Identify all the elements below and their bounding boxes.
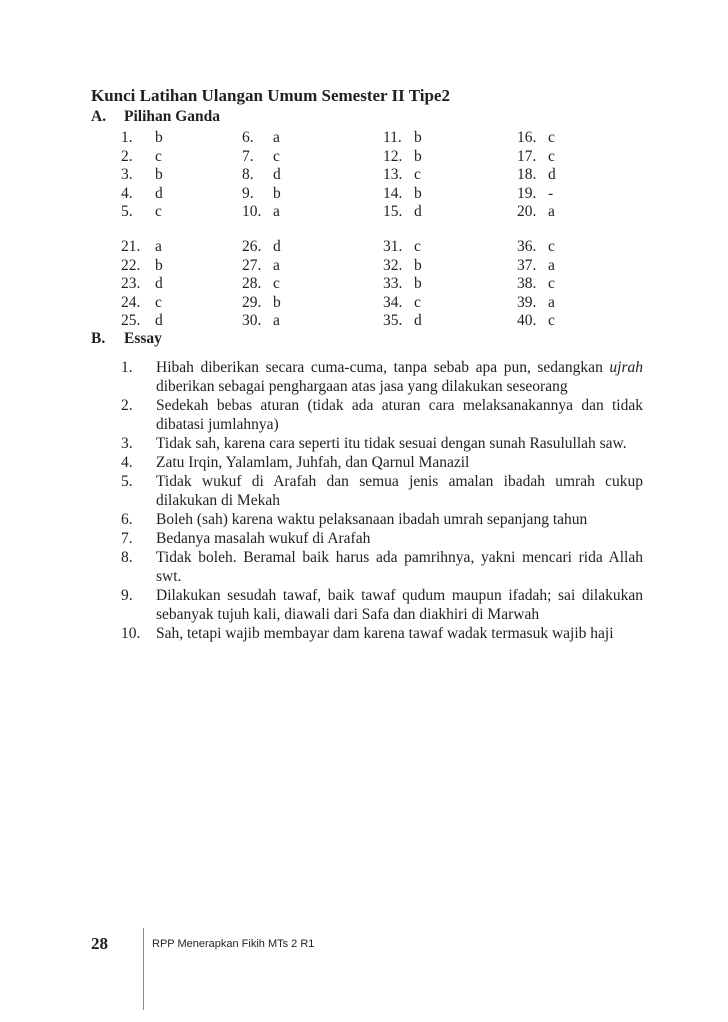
question-number: 35. bbox=[383, 312, 403, 330]
essay-answer-text bbox=[156, 548, 643, 586]
answer-letter: b bbox=[155, 166, 163, 184]
essay-item bbox=[91, 510, 643, 529]
question-number: 8. bbox=[242, 166, 254, 184]
question-number: 33. bbox=[383, 275, 403, 293]
answer-letter: a bbox=[273, 129, 280, 146]
question-number: 19. bbox=[517, 184, 537, 202]
question-number: 3. bbox=[121, 166, 133, 184]
question-number: 28. bbox=[242, 275, 262, 293]
question-number: 36. bbox=[517, 237, 537, 255]
section-b-letter: B. bbox=[91, 330, 106, 347]
question-number: 21. bbox=[121, 237, 141, 255]
page-number: 28 bbox=[91, 934, 108, 953]
question-number: 25. bbox=[121, 312, 141, 330]
answer-letter: a bbox=[548, 293, 555, 311]
answer-row bbox=[121, 148, 641, 167]
question-number: 31. bbox=[383, 237, 403, 255]
answer-letter: b bbox=[273, 293, 281, 311]
essay-item bbox=[91, 396, 643, 434]
essay-item bbox=[91, 529, 643, 548]
answer-text-run: Tidak wukuf di Arafah dan semua jenis amalan ibadah umrah cukup dilakukan di Mekah bbox=[156, 473, 643, 509]
answer-row bbox=[121, 185, 641, 204]
answer-text-run: Boleh (sah) karena waktu pelaksanaan ibadah umrah sepanjang tahun bbox=[156, 511, 588, 528]
question-number: 20. bbox=[517, 203, 537, 221]
answer-text-run: Hibah diberikan secara cuma-cuma, tanpa sebab apa pun, sedangkan bbox=[156, 359, 610, 376]
answer-letter: d bbox=[155, 275, 163, 293]
question-number: 18. bbox=[517, 166, 537, 184]
essay-number: 3. bbox=[121, 435, 133, 452]
answer-row bbox=[121, 129, 641, 148]
answer-letter: d bbox=[155, 312, 163, 330]
multiple-choice-answer-grid bbox=[121, 129, 641, 331]
answer-letter: b bbox=[414, 256, 422, 274]
essay-answer-text bbox=[156, 472, 643, 510]
essay-number: 8. bbox=[121, 549, 133, 566]
answer-text-run: Tidak boleh. Beramal baik harus ada pamrihnya, yakni mencari rida Allah swt. bbox=[156, 549, 643, 585]
answer-letter: c bbox=[414, 237, 421, 255]
essay-number: 6. bbox=[121, 511, 133, 528]
essay-number: 1. bbox=[121, 359, 133, 376]
answer-letter: b bbox=[155, 129, 163, 146]
question-number: 30. bbox=[242, 312, 262, 330]
essay-number: 5. bbox=[121, 473, 133, 490]
answer-letter: d bbox=[414, 203, 422, 221]
answer-row bbox=[121, 275, 641, 294]
answer-letter: a bbox=[273, 312, 280, 330]
essay-item bbox=[91, 358, 643, 396]
answer-letter: a bbox=[548, 203, 555, 221]
essay-item bbox=[91, 624, 643, 643]
answer-letter: c bbox=[414, 293, 421, 311]
essay-number: 4. bbox=[121, 454, 133, 471]
answer-letter: c bbox=[155, 203, 162, 221]
question-number: 26. bbox=[242, 237, 262, 255]
essay-answer-text bbox=[156, 396, 643, 434]
answer-letter: b bbox=[273, 184, 281, 202]
answer-letter: c bbox=[155, 147, 162, 165]
question-number: 6. bbox=[242, 129, 254, 146]
answer-letter: c bbox=[548, 312, 555, 330]
answer-text-run: Sah, tetapi wajib membayar dam karena tawaf wadak termasuk wajib haji bbox=[156, 625, 614, 642]
answer-letter: b bbox=[414, 184, 422, 202]
answer-letter: a bbox=[155, 237, 162, 255]
essay-item bbox=[91, 548, 643, 586]
essay-item bbox=[91, 472, 643, 510]
essay-number: 10. bbox=[121, 625, 141, 642]
question-number: 7. bbox=[242, 147, 254, 165]
section-a-letter: A. bbox=[91, 108, 107, 125]
answer-letter: d bbox=[548, 166, 556, 184]
question-number: 16. bbox=[517, 129, 537, 146]
answer-letter: b bbox=[414, 147, 422, 165]
answer-text-run: Sedekah bebas aturan (tidak ada aturan cara melaksanakannya dan tidak dibatasi jumlahnya) bbox=[156, 397, 643, 433]
question-number: 37. bbox=[517, 256, 537, 274]
essay-answer-text bbox=[156, 358, 643, 396]
answer-row bbox=[121, 203, 641, 222]
answer-letter: c bbox=[155, 293, 162, 311]
answer-letter: d bbox=[273, 166, 281, 184]
question-number: 23. bbox=[121, 275, 141, 293]
answer-letter: c bbox=[548, 237, 555, 255]
answer-row bbox=[121, 312, 641, 331]
question-number: 15. bbox=[383, 203, 403, 221]
answer-letter: c bbox=[548, 129, 555, 146]
section-b-title: Essay bbox=[124, 330, 162, 347]
question-number: 2. bbox=[121, 147, 133, 165]
question-number: 29. bbox=[242, 293, 262, 311]
answer-text-run: diberikan sebagai penghargaan atas jasa yang dilakukan seseorang bbox=[156, 378, 568, 395]
answer-letter: - bbox=[548, 184, 554, 202]
essay-answer-text bbox=[156, 510, 643, 529]
essay-number: 9. bbox=[121, 587, 133, 604]
answer-row bbox=[121, 294, 641, 313]
section-a-title: Pilihan Ganda bbox=[124, 108, 221, 125]
answer-text-run: Zatu Irqin, Yalamlam, Juhfah, dan Qarnul Manazil bbox=[156, 454, 470, 471]
essay-number: 7. bbox=[121, 530, 133, 547]
question-number: 17. bbox=[517, 147, 537, 165]
answer-row bbox=[121, 166, 641, 185]
question-number: 13. bbox=[383, 166, 403, 184]
essay-item bbox=[91, 586, 643, 624]
essay-answer-text bbox=[156, 586, 643, 624]
answer-text-run: Bedanya masalah wukuf di Arafah bbox=[156, 530, 371, 547]
question-number: 9. bbox=[242, 184, 254, 202]
italic-term: ujrah bbox=[609, 359, 643, 376]
essay-item bbox=[91, 453, 643, 472]
question-number: 5. bbox=[121, 203, 133, 221]
answer-letter: c bbox=[414, 166, 421, 184]
question-number: 11. bbox=[383, 129, 402, 146]
question-number: 40. bbox=[517, 312, 537, 330]
essay-item bbox=[91, 434, 643, 453]
question-number: 22. bbox=[121, 256, 141, 274]
answer-letter: d bbox=[155, 184, 163, 202]
question-number: 1. bbox=[121, 129, 133, 146]
essay-answer-text bbox=[156, 529, 643, 548]
footer-divider bbox=[143, 928, 144, 1010]
question-number: 4. bbox=[121, 184, 133, 202]
question-number: 27. bbox=[242, 256, 262, 274]
answer-letter: c bbox=[273, 275, 280, 293]
question-number: 10. bbox=[242, 203, 262, 221]
essay-answer-text bbox=[156, 453, 643, 472]
essay-answer-text bbox=[156, 624, 643, 643]
answer-letter: b bbox=[414, 275, 422, 293]
answer-letter: b bbox=[155, 256, 163, 274]
answer-row bbox=[121, 257, 641, 276]
essay-answer-list bbox=[91, 358, 643, 643]
answer-letter: d bbox=[414, 312, 422, 330]
essay-number: 2. bbox=[121, 397, 133, 414]
answer-letter: a bbox=[273, 256, 280, 274]
question-number: 38. bbox=[517, 275, 537, 293]
answer-letter: a bbox=[273, 203, 280, 221]
answer-letter: c bbox=[548, 147, 555, 165]
question-number: 34. bbox=[383, 293, 403, 311]
answer-text-run: Tidak sah, karena cara seperti itu tidak sesuai dengan sunah Rasulullah saw. bbox=[156, 435, 627, 452]
page-title: Kunci Latihan Ulangan Umum Semester II Tipe2 bbox=[91, 86, 450, 105]
answer-row bbox=[121, 238, 641, 257]
question-number: 32. bbox=[383, 256, 403, 274]
essay-answer-text bbox=[156, 434, 643, 453]
answer-text-run: Dilakukan sesudah tawaf, baik tawaf qudum maupun ifadah; sai dilakukan sebanyak tujuh kali, diawali dari Safa dan diakhiri di Marwah bbox=[156, 587, 643, 623]
question-number: 24. bbox=[121, 293, 141, 311]
answer-letter: a bbox=[548, 256, 555, 274]
question-number: 12. bbox=[383, 147, 403, 165]
footer-book-title: RPP Menerapkan Fikih MTs 2 R1 bbox=[152, 938, 315, 950]
answer-letter: c bbox=[548, 275, 555, 293]
question-number: 14. bbox=[383, 184, 403, 202]
answer-letter: d bbox=[273, 237, 281, 255]
answer-letter: c bbox=[273, 147, 280, 165]
answer-letter: b bbox=[414, 129, 422, 146]
question-number: 39. bbox=[517, 293, 537, 311]
